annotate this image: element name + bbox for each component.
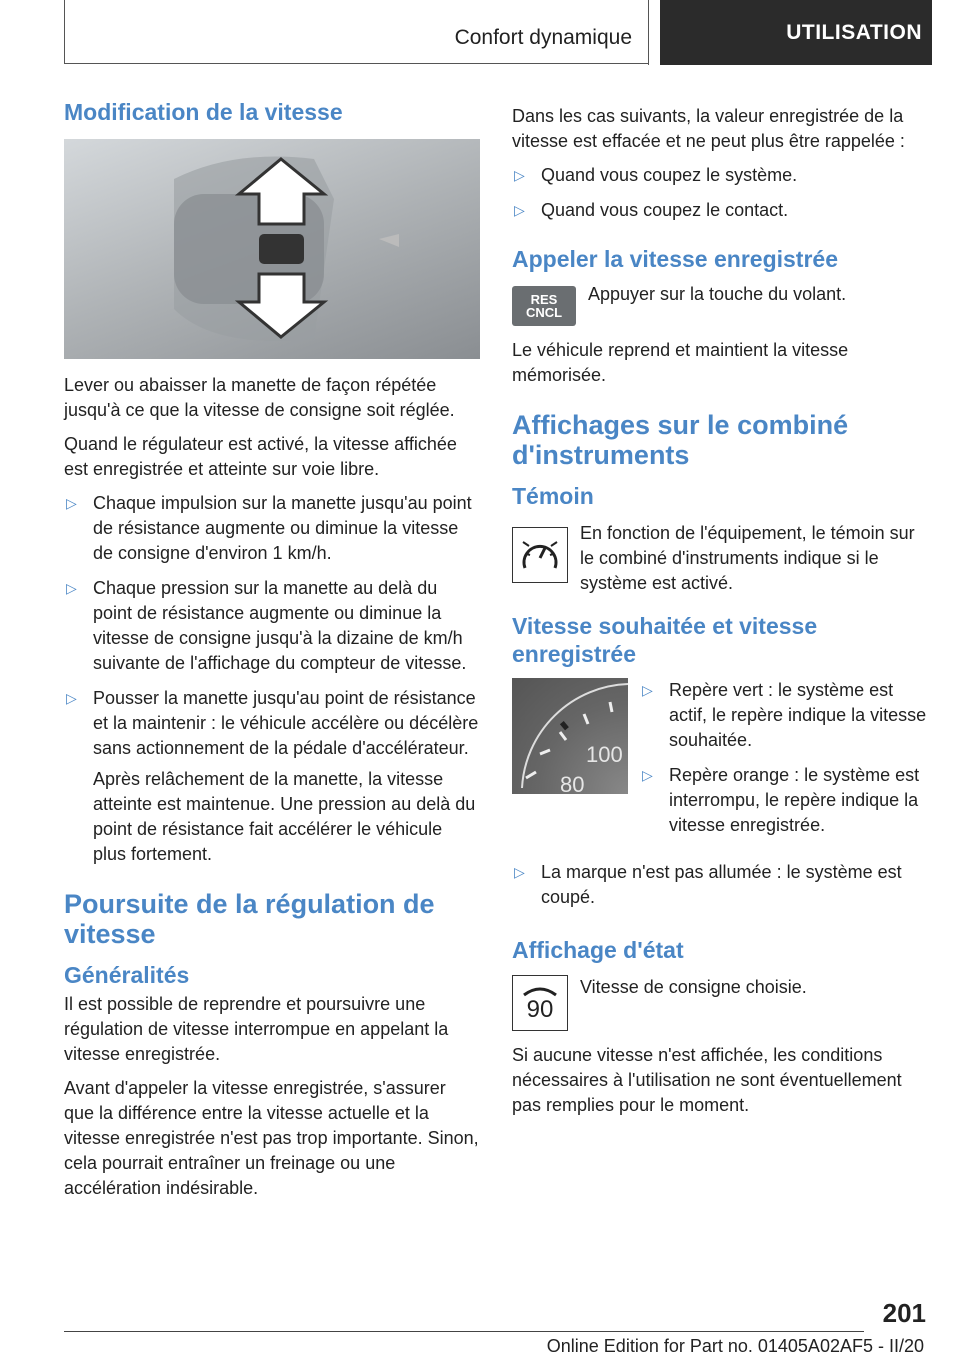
etat-row — [512, 975, 932, 1031]
left-column — [64, 98, 480, 1210]
res-label: RES — [530, 291, 558, 307]
header-divider — [648, 0, 649, 65]
bullet-text: Pousser la manette jusqu'au point de résistance et la maintenir : le véhicule accélère ou décélère sans actionnement de la pédale d'accélérateur. — [93, 687, 479, 758]
cruise-control-speedometer-icon — [512, 527, 568, 583]
steering-wheel-lever-photo — [64, 139, 480, 359]
bullet-text: La marque n'est pas allumée : le système est coupé. — [541, 861, 902, 907]
bullet-item — [64, 491, 480, 566]
triangle-bullet-icon: ▷ — [66, 494, 77, 511]
page-header — [64, 0, 932, 65]
bullet-continuation: Après relâchement de la manette, la vitesse atteinte est maintenue. Une pression au delà du point de résistance fait accélérer le véhicule plus fortement. — [93, 768, 476, 864]
bullet-text: Repère vert : le système est actif, le repère indique la vitesse souhaitée. — [669, 679, 927, 750]
triangle-bullet-icon: ▷ — [514, 167, 525, 183]
heading-affichages: Affichages sur le combiné d'instruments — [512, 409, 849, 470]
speedo-label-80: 80 — [560, 771, 585, 794]
heading-affichage-etat: Affichage d'état — [512, 936, 684, 963]
header-section-title: Confort dynamique — [454, 26, 632, 49]
set-speed-display-icon — [512, 975, 568, 1031]
generalites-para-2: Avant d'appeler la vitesse enregistrée, s'assurer que la différence entre la vitesse actuelle et la vitesse enregistrée n'est pas trop importante. Sinon, cela pourrait entraîner un freinage ou une accélération indésirable. — [64, 1077, 479, 1198]
speedometer-detail-image — [512, 678, 628, 794]
res-instruction: Appuyer sur la touche du volant. — [588, 283, 847, 304]
generalites-para-1: Il est possible de reprendre et poursuivre une régulation de vitesse interrompue en appelant la vitesse enregistrée. — [64, 993, 449, 1064]
no-speed-note: Si aucune vitesse n'est affichée, les conditions nécessaires à l'utilisation ne sont éventuellement pas remplies pour le moment. — [512, 1044, 902, 1115]
bullet-text: Repère orange : le système est interrompu, le repère indique la vitesse enregistrée. — [669, 764, 920, 835]
regulator-note: Quand le régulateur est activé, la vitesse affichée est enregistrée et atteinte sur voie libre. — [64, 433, 457, 479]
speed-arc-icon — [520, 983, 560, 997]
gauge-icon — [519, 538, 561, 572]
heading-appeler: Appeler la vitesse enregistrée — [512, 246, 838, 272]
marker-bullets — [640, 678, 932, 848]
res-cncl-button-icon — [512, 286, 576, 326]
triangle-bullet-icon: ▷ — [514, 863, 525, 880]
erase-conditions-intro: Dans les cas suivants, la valeur enregistrée de la vitesse est effacée et ne peut plus être rappelée : — [512, 106, 905, 151]
right-column — [512, 104, 932, 1127]
page-number: 201 — [882, 1298, 926, 1328]
bullet-item — [640, 678, 932, 753]
triangle-bullet-icon: ▷ — [66, 689, 77, 706]
etat-description: Vitesse de consigne choisie. — [580, 976, 807, 997]
cncl-label: CNCL — [525, 304, 563, 320]
bullet-item — [512, 860, 932, 910]
lever-instruction: Lever ou abaisser la manette de façon répétée jusqu'à ce que la vitesse de consigne soit réglée. — [64, 374, 455, 420]
resume-note: Le véhicule reprend et maintient la vitesse mémorisée. — [512, 339, 849, 385]
speedo-row — [512, 678, 932, 848]
triangle-bullet-icon: ▷ — [642, 681, 653, 698]
footer-divider — [64, 1331, 864, 1332]
bullet-item — [64, 576, 480, 676]
triangle-bullet-icon: ▷ — [642, 766, 653, 783]
set-speed-value: 90 — [526, 995, 554, 1023]
steering-wheel-illustration — [64, 139, 480, 359]
heading-generalites: Généralités — [64, 962, 190, 989]
bullet-item — [512, 163, 932, 188]
footer-edition: Online Edition for Part no. 01405A02AF5 - II/20 — [546, 1336, 924, 1356]
temoin-row — [512, 521, 932, 596]
heading-poursuite: Poursuite de la régulation de vitesse — [64, 888, 435, 949]
bullet-item — [640, 763, 932, 838]
speedo-label-100: 100 — [586, 741, 623, 767]
speedometer-scale — [512, 678, 628, 794]
heading-modification: Modification de la vitesse — [64, 99, 343, 125]
header-chapter-tab — [660, 0, 932, 65]
bullet-text: Chaque impulsion sur la manette jusqu'au point de résistance augmente ou diminue la vitesse de consigne d'environ 1 km/h. — [93, 492, 472, 563]
bullet-item — [64, 686, 480, 761]
bullet-text: Chaque pression sur la manette au delà du point de résistance augmente ou diminue la vitesse de consigne jusqu'à la dizaine de km/h suivante de l'affichage du compteur de vitesse. — [93, 577, 467, 673]
res-button-row — [512, 283, 932, 326]
header-chapter-label: UTILISATION — [786, 20, 922, 44]
bullet-item — [512, 198, 932, 223]
triangle-bullet-icon: ▷ — [514, 202, 525, 218]
heading-temoin: Témoin — [512, 483, 594, 510]
bullet-text: Quand vous coupez le contact. — [541, 200, 789, 220]
heading-vitesse-souhaitee: Vitesse souhaitée et vitesse enregistrée — [512, 612, 818, 667]
temoin-description: En fonction de l'équipement, le témoin sur le combiné d'instruments indique si le système est activé. — [580, 522, 915, 593]
bullet-text: Quand vous coupez le système. — [541, 165, 798, 185]
triangle-bullet-icon: ▷ — [66, 579, 77, 596]
